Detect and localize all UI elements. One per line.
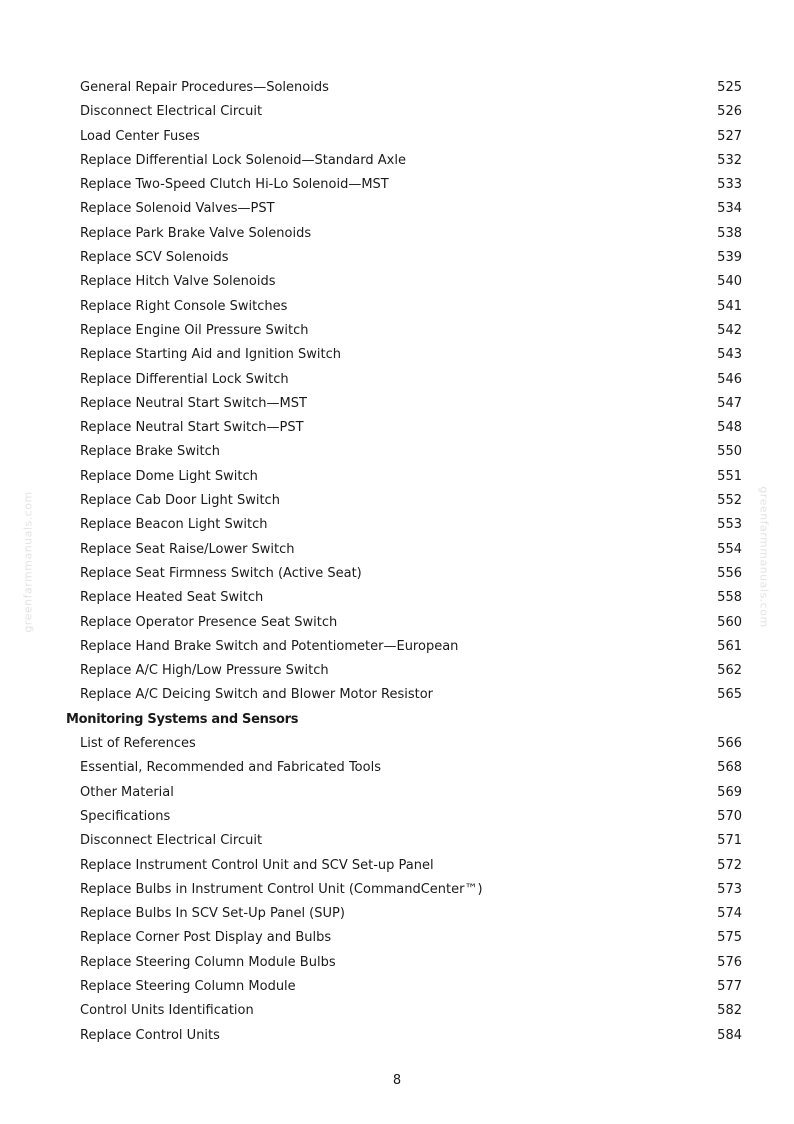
toc-entry[interactable] [0, 805, 794, 829]
entry-title: Replace A/C High/Low Pressure Switch [80, 663, 329, 679]
entry-title: Specifications [80, 808, 171, 824]
entry-title: Replace A/C Deicing Switch and Blower Motor Resistor [80, 687, 434, 703]
entry-page-number: 571 [717, 833, 742, 849]
entry-title: General Repair Procedures—Solenoids [80, 80, 329, 95]
entry-title: Replace Neutral Start Switch—MST [80, 395, 307, 411]
entry-page-number: 582 [717, 1003, 742, 1019]
toc-entry[interactable] [0, 975, 794, 999]
table-of-contents [0, 76, 794, 1048]
entry-page-number: 532 [717, 152, 742, 168]
entry-title: Replace Seat Firmness Switch (Active Seat) [80, 565, 362, 581]
toc-entry[interactable] [0, 829, 794, 853]
toc-entry[interactable] [0, 683, 794, 707]
entry-page-number: 534 [717, 201, 742, 217]
entry-title: Other Material [80, 784, 174, 800]
entry-page-number: 553 [717, 517, 742, 533]
entry-title: Replace Park Brake Valve Solenoids [80, 225, 312, 241]
entry-title: Replace Hitch Valve Solenoids [80, 274, 276, 290]
entry-page-number: 560 [717, 614, 742, 630]
entry-page-number: 562 [717, 663, 742, 679]
entry-title: Replace Dome Light Switch [80, 468, 258, 484]
entry-page-number: 569 [717, 784, 742, 800]
entry-title: Disconnect Electrical Circuit [80, 833, 263, 849]
section-title: Monitoring Systems and Sensors [66, 711, 299, 727]
entry-title: Replace Hand Brake Switch and Potentiometer—European [80, 638, 459, 654]
entry-title: Replace Steering Column Module Bulbs [80, 954, 336, 970]
toc-entry[interactable] [0, 368, 794, 392]
entry-title: Replace Brake Switch [80, 444, 220, 460]
toc-entry[interactable] [0, 586, 794, 610]
toc-entry[interactable] [0, 173, 794, 197]
entry-page-number: 542 [717, 322, 742, 338]
entry-page-number: 546 [717, 371, 742, 387]
entry-title: Disconnect Electrical Circuit [80, 104, 263, 120]
toc-entry[interactable] [0, 659, 794, 683]
entry-title: Replace Seat Raise/Lower Switch [80, 541, 295, 557]
entry-page-number: 539 [717, 250, 742, 266]
toc-entry[interactable] [0, 440, 794, 464]
entry-page-number: 577 [717, 978, 742, 994]
entry-title: Replace Control Units [80, 1027, 220, 1043]
toc-entry[interactable] [0, 756, 794, 780]
entry-page-number: 543 [717, 347, 742, 363]
entry-page-number: 574 [717, 906, 742, 922]
entry-page-number: 538 [717, 225, 742, 241]
page-number: 8 [392, 1073, 402, 1088]
entry-page-number: 565 [717, 687, 742, 703]
entry-page-number: 554 [717, 541, 742, 557]
entry-page-number: 573 [717, 881, 742, 897]
entry-title: Replace Bulbs In SCV Set-Up Panel (SUP) [80, 906, 345, 922]
toc-entry[interactable] [0, 902, 794, 926]
toc-entry[interactable] [0, 392, 794, 416]
toc-entry[interactable] [0, 222, 794, 246]
toc-entry[interactable] [0, 611, 794, 635]
entry-page-number: 561 [717, 638, 742, 654]
toc-entry[interactable] [0, 781, 794, 805]
entry-page-number: 575 [717, 930, 742, 946]
entry-page-number: 552 [717, 493, 742, 509]
entry-title: Replace Beacon Light Switch [80, 517, 268, 533]
toc-entry[interactable] [0, 270, 794, 294]
entry-page-number: 548 [717, 420, 742, 436]
entry-page-number: 527 [717, 128, 742, 144]
toc-entry[interactable] [0, 999, 794, 1023]
entry-title: Replace Corner Post Display and Bulbs [80, 930, 332, 946]
toc-entry[interactable] [0, 416, 794, 440]
entry-title: Replace Neutral Start Switch—PST [80, 420, 304, 436]
entry-title: Essential, Recommended and Fabricated Tools [80, 760, 381, 776]
entry-page-number: 572 [717, 857, 742, 873]
entry-title: Replace Steering Column Module [80, 978, 296, 994]
watermark-left: greenfarmmanuals.com [21, 491, 35, 633]
entry-page-number: 540 [717, 274, 742, 290]
toc-entry[interactable] [0, 1024, 794, 1048]
entry-title: Replace Instrument Control Unit and SCV Set-up Panel [80, 857, 434, 873]
toc-entry[interactable] [0, 76, 794, 100]
entry-page-number: 526 [717, 104, 742, 120]
toc-entry[interactable] [0, 295, 794, 319]
toc-entry[interactable] [0, 951, 794, 975]
toc-entry[interactable] [0, 513, 794, 537]
toc-entry[interactable] [0, 100, 794, 124]
entry-title: Replace Heated Seat Switch [80, 590, 264, 606]
toc-entry[interactable] [0, 197, 794, 221]
entry-title: Replace Differential Lock Solenoid—Standard Axle [80, 152, 406, 168]
entry-title: Replace Right Console Switches [80, 298, 288, 314]
toc-entry[interactable] [0, 732, 794, 756]
entry-title: Replace SCV Solenoids [80, 250, 229, 266]
toc-entry[interactable] [0, 319, 794, 343]
toc-entry[interactable] [0, 635, 794, 659]
entry-title: List of References [80, 736, 196, 752]
toc-entry[interactable] [0, 343, 794, 367]
watermark-right: greenfarmmanuals.com [757, 486, 771, 628]
entry-title: Replace Two-Speed Clutch Hi-Lo Solenoid—MST [80, 177, 389, 193]
entry-page-number: 556 [717, 565, 742, 581]
entry-title: Replace Engine Oil Pressure Switch [80, 322, 309, 338]
entry-title: Replace Solenoid Valves—PST [80, 201, 275, 217]
toc-entry[interactable] [0, 926, 794, 950]
toc-entry[interactable] [0, 149, 794, 173]
entry-title: Replace Differential Lock Switch [80, 371, 289, 387]
toc-entry[interactable] [0, 246, 794, 270]
entry-page-number: 550 [717, 444, 742, 460]
toc-entry[interactable] [0, 538, 794, 562]
entry-page-number: 584 [717, 1027, 742, 1043]
toc-entry[interactable] [0, 489, 794, 513]
entry-page-number: 570 [717, 808, 742, 824]
entry-title: Control Units Identification [80, 1003, 254, 1019]
toc-entry[interactable] [0, 878, 794, 902]
entry-title: Replace Bulbs in Instrument Control Unit (CommandCenter™) [80, 881, 483, 897]
entry-title: Replace Cab Door Light Switch [80, 493, 280, 509]
entry-page-number: 533 [717, 177, 742, 193]
toc-entry[interactable] [0, 465, 794, 489]
entry-title: Load Center Fuses [80, 128, 200, 144]
entry-title: Replace Operator Presence Seat Switch [80, 614, 338, 630]
entry-page-number: 541 [717, 298, 742, 314]
entry-page-number: 576 [717, 954, 742, 970]
entry-page-number: 551 [717, 468, 742, 484]
entry-page-number: 525 [717, 80, 742, 95]
toc-entry[interactable] [0, 562, 794, 586]
entry-page-number: 566 [717, 736, 742, 752]
entry-title: Replace Starting Aid and Ignition Switch [80, 347, 341, 363]
toc-section-heading[interactable] [0, 708, 794, 732]
entry-page-number: 568 [717, 760, 742, 776]
entry-page-number: 558 [717, 590, 742, 606]
entry-page-number: 547 [717, 395, 742, 411]
toc-entry[interactable] [0, 854, 794, 878]
toc-entry[interactable] [0, 125, 794, 149]
